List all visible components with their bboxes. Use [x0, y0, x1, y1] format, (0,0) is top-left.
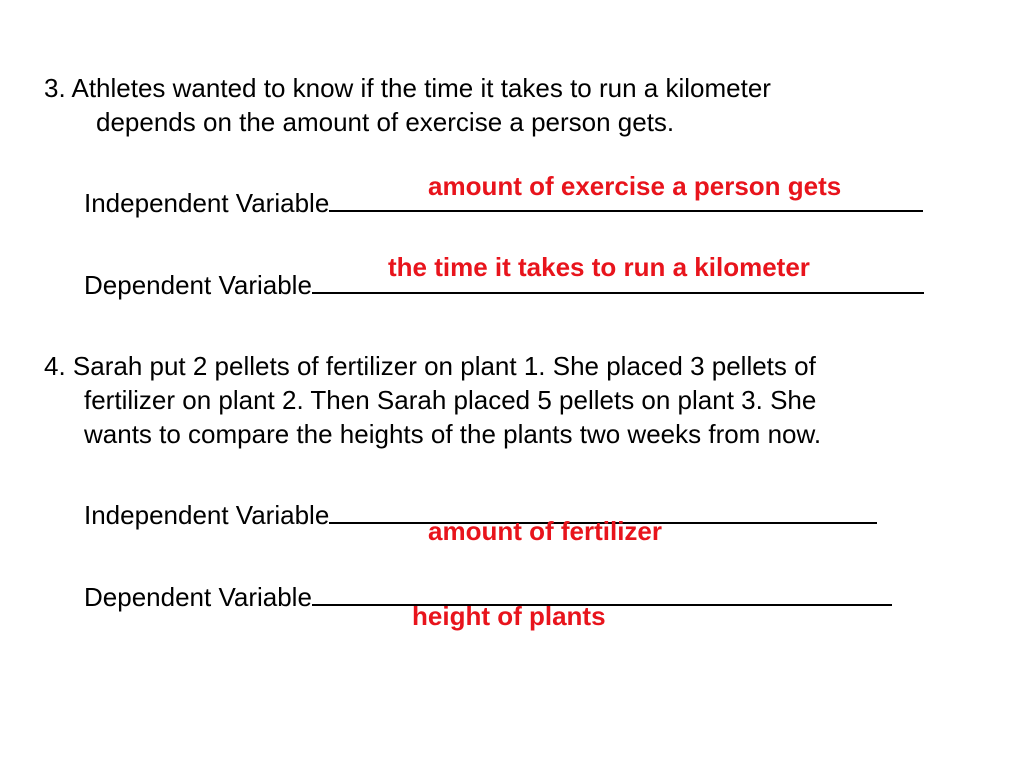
q3-independent-blank: [329, 186, 923, 212]
q3-dependent-blank: [312, 268, 924, 294]
q4-line-1: 4. Sarah put 2 pellets of fertilizer on plant 1. She placed 3 pellets of: [44, 351, 816, 381]
q3-dependent-row: [84, 268, 924, 301]
q3-independent-label: Independent Variable: [84, 188, 330, 218]
q3-line-1: [44, 72, 771, 104]
q4-dependent-answer: height of plants: [412, 601, 606, 631]
q4-line-2: fertilizer on plant 2. Then Sarah placed 5 pellets on plant 3. She: [84, 385, 817, 415]
q3-number: 3.: [44, 73, 66, 103]
q3-dependent-label: Dependent Variable: [84, 270, 312, 300]
q3-independent-answer: amount of exercise a person gets: [428, 171, 842, 201]
q3-independent-row: [84, 186, 923, 219]
q4-dependent-label: Dependent Variable: [84, 582, 312, 612]
q3-text-line-1: Athletes wanted to know if the time it takes to run a kilometer: [71, 73, 771, 103]
q4-independent-label: Independent Variable: [84, 500, 330, 530]
q4-line-3: wants to compare the heights of the plants two weeks from now.: [84, 419, 822, 449]
q3-line-2: depends on the amount of exercise a person gets.: [96, 107, 675, 137]
q3-dependent-answer: the time it takes to run a kilometer: [388, 252, 810, 282]
q4-independent-answer: amount of fertilizer: [428, 516, 663, 546]
